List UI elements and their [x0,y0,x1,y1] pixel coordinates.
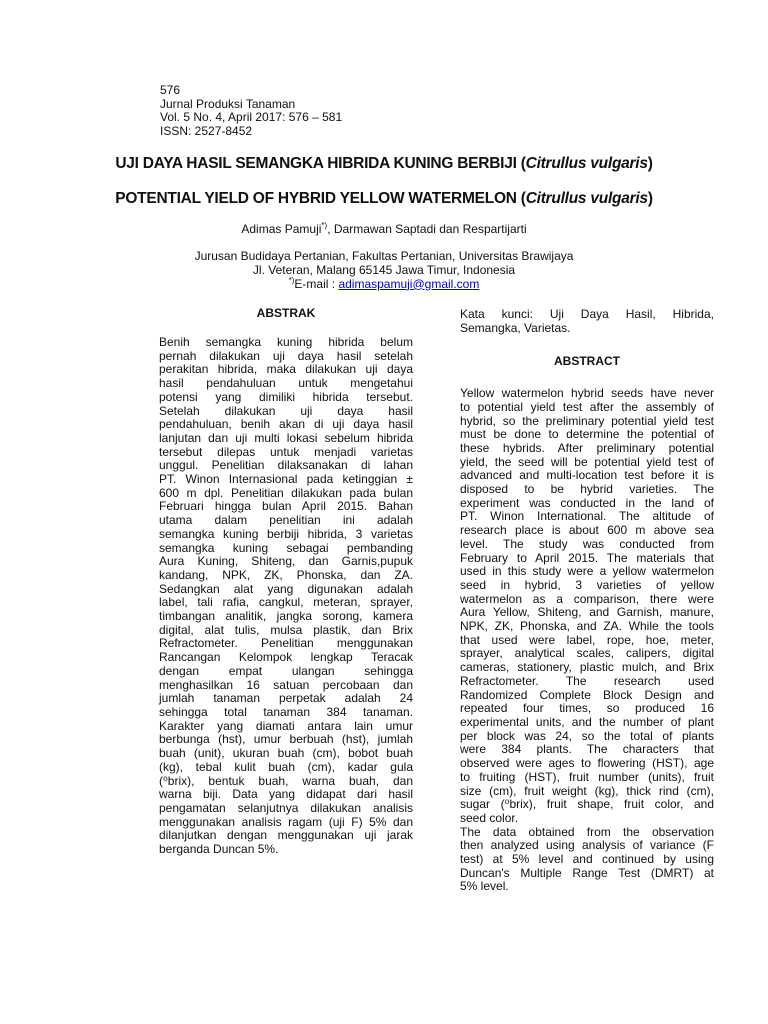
text-line: dilanjutkan dengan menggunakan uji jarak [159,828,413,843]
text-line: hybrid, so the preliminary potential yield test [460,413,714,428]
text-line: seed in hybrid, 3 varieties of yellow [460,577,714,592]
text-line: warna biji. Data yang didapat dari hasil [159,787,413,802]
text-line: level. The study was conducted from [460,536,714,551]
text-line: tersebut dilepas untuk menjadi varietas [159,444,413,459]
text-line: pendahuluan, benih akan di uji daya hasil [159,417,413,432]
text-line: unggul. Penelitian dilaksanakan di lahan [159,458,413,473]
abstrak-body [159,336,413,857]
text-line: used in this study were a yellow watermelon [460,564,714,579]
text-line: The data obtained from the observation [460,824,714,839]
text-line: these hybrids. After preliminary potential [460,440,714,455]
text-line: were 384 plants. The characters that [460,742,714,757]
text-line: watermelon as a comparison, there were [460,591,714,606]
text-line: Benih semangka kuning hibrida belum [159,335,413,349]
text-line: semangka kuning berbiji hibrida, 3 varietas [159,526,413,541]
text-line: semangka kuning sebagai pembanding [159,540,413,555]
journal-issn: ISSN: 2527-8452 [160,124,253,139]
text-line: timbangan analitik, jangka sorong, kamera [159,609,413,624]
text-line: lanjutan dan uji multi lokasi sebelum hibrida [159,430,413,445]
title-indonesian: UJI DAYA HASIL SEMANGKA HIBRIDA KUNING BERBIJI (Citrullus vulgaris) [115,155,653,172]
text-line: observed were ages to flowering (HST), age [460,756,714,771]
text-line: Refractometer. The research used [460,673,714,688]
text-line: kandang, NPK, ZK, Phonska, dan ZA. [159,567,413,582]
text-line: Sedangkan alat yang digunakan adalah [159,581,413,596]
text-line: NPK, ZK, Phonska, and ZA. While the tools [460,619,714,634]
journal-header [160,84,342,139]
text-line: (⁰brix), bentuk buah, warna buah, dan [159,773,413,788]
text-line: sehingga total tanaman 384 tanaman. [159,704,413,719]
text-line: size (cm), fruit weight (kg), thick rind (cm), [460,783,714,798]
text-line: digital, alat tulis, mulsa plastik, dan Brix [159,622,413,637]
text-line: that used were label, rope, hoe, meter, [460,632,714,647]
text-line: repeated four times, so produced 16 [460,701,714,716]
affiliation [0,250,768,291]
text-line: Refractometer. Penelitian menggunakan [159,636,413,651]
abstrak-heading: ABSTRAK [256,306,316,320]
text-line: perakitan hibrida, maka dilakukan uji daya [159,362,413,377]
abstract-heading: ABSTRACT [554,354,620,369]
text-line: to fruiting (HST), fruit number (units), fruit [460,769,714,784]
authors: Adimas Pamuji*), Darmawan Saptadi dan Respartijarti [241,221,527,236]
text-line: berganda Duncan 5%. [159,842,279,857]
page-number: 576 [160,83,181,97]
text-line: research place is about 600 m above sea [460,523,714,538]
affiliation-line-2: Jl. Veteran, Malang 65145 Jawa Timur, Indonesia [252,262,516,277]
abstract-body [460,387,714,894]
text-line: Aura Yellow, Shiteng, and Garnish, manure, [460,605,714,620]
journal-name: Jurnal Produksi Tanaman [160,96,296,111]
title-english: POTENTIAL YIELD OF HYBRID YELLOW WATERMELON (Citrullus vulgaris) [115,190,653,207]
text-line: sprayer, analytical scales, calipers, digital [460,646,714,661]
text-line: Semangka, Varietas. [460,320,571,335]
text-line: PT. Winon Internasional pada ketinggian ± [159,472,413,487]
text-line: dengan empat ulangan sehingga [159,663,413,678]
text-line: PT. Winon International. The altitude of [460,509,714,524]
right-column [460,308,714,894]
text-line: jumlah tanaman perpetak adalah 24 [159,691,413,706]
text-line: Setelah dilakukan uji daya hasil [159,403,413,418]
email-line: *)E-mail : adimaspamuji@gmail.com [288,275,480,291]
text-line: Februari hingga bulan April 2015. Bahan [159,499,413,514]
text-line: advanced and multi-location test before it is [460,468,714,483]
text-line: menghasilkan 16 satuan percobaan dan [159,677,413,692]
text-line: berbunga (hst), umur berbuah (hst), jumlah [159,732,413,747]
text-line: per block was 24, so the total of plants [460,728,714,743]
text-line: 600 m dpl. Penelitian dilakukan pada bulan [159,485,413,500]
species-name: Citrullus vulgaris [525,155,648,172]
text-line: utama dalam penelitian ini adalah [159,513,413,528]
text-line: experimental units, and the number of plant [460,714,714,729]
text-line: experiment was conducted in the land of [460,495,714,510]
text-line: Duncan's Multiple Range Test (DMRT) at [460,865,714,880]
text-line: pengamatan selanjutnya dilakukan analisis [159,800,413,815]
text-line: menggunakan analisis ragam (uji F) 5% dan [159,814,413,829]
text-line: Yellow watermelon hybrid seeds have never [460,386,714,401]
text-line: hasil pendahuluan untuk mengetahui [159,376,413,391]
text-line: then analyzed using analysis of variance (F [460,838,714,853]
text-line: disposed to be hybrid varieties. The [460,482,714,497]
text-line: Kata kunci: Uji Daya Hasil, Hibrida, [460,307,714,321]
text-line: 5% level. [460,879,509,894]
species-name: Citrullus vulgaris [525,190,648,207]
text-line: seed color. [460,810,519,825]
text-line: yield, the seed will be potential yield test of [460,454,714,469]
text-line: Randomized Complete Block Design and [460,687,714,702]
affiliation-line-1: Jurusan Budidaya Pertanian, Fakultas Pertanian, Universitas Brawijaya [194,249,574,263]
text-line: (kg), tebal kulit buah (cm), kadar gula [159,759,413,774]
text-line: test) at 5% level and continued by using [460,852,714,867]
email-link[interactable]: adimaspamuji@gmail.com [338,276,480,291]
text-line: cameras, stationery, plastic mulch, and Brix [460,660,714,675]
text-line: pernah dilakukan uji daya hasil setelah [159,348,413,363]
text-line: to potential yield test after the assembly of [460,399,714,414]
keywords [460,308,714,335]
text-line: potensi yang dimiliki hibrida tersebut. [159,389,413,404]
text-line: Rancangan Kelompok lengkap Teracak [159,650,413,665]
text-line: buah (unit), ukuran buah (cm), bobot buah [159,746,413,761]
text-line: February to April 2015. The materials that [460,550,714,565]
journal-volume: Vol. 5 No. 4, April 2017: 576 – 581 [160,110,343,125]
text-line: Aura Kuning, Shiteng, dan Garnis,pupuk [159,554,413,569]
text-line: must be done to determine the potential of [460,427,714,442]
text-line: sugar (⁰brix), fruit shape, fruit color, and [460,797,714,812]
text-line: Karakter yang diamati antara lain umur [159,718,413,733]
text-line: label, tali rafia, cangkul, meteran, sprayer, [159,595,413,610]
